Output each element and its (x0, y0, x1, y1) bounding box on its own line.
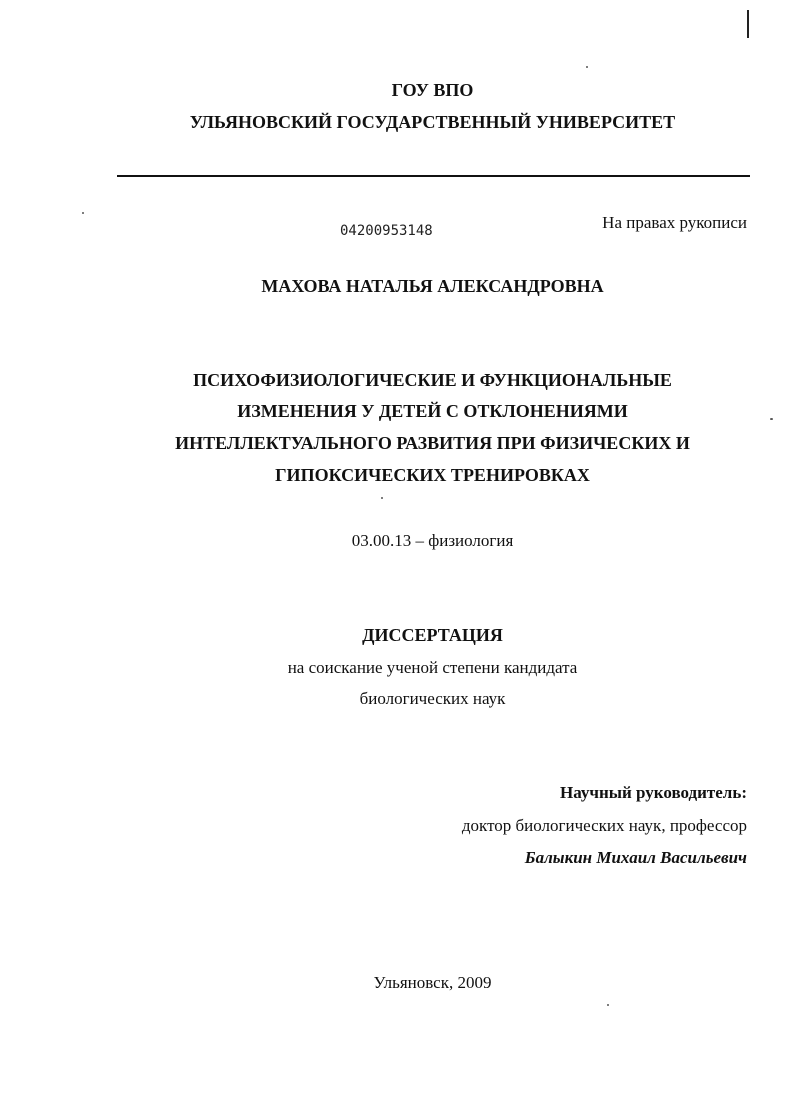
scan-edge-mark (747, 10, 749, 38)
header-divider (117, 175, 750, 177)
place-year: Ульяновск, 2009 (373, 973, 492, 992)
manuscript-note: На правах рукописи (602, 213, 747, 232)
title-line: ГИПОКСИЧЕСКИХ ТРЕНИРОВКАХ (275, 465, 590, 485)
org-line-2: УЛЬЯНОВСКИЙ ГОСУДАРСТВЕННЫЙ УНИВЕРСИТЕТ (189, 112, 676, 132)
scan-speck (82, 212, 84, 214)
author-name: МАХОВА НАТАЛЬЯ АЛЕКСАНДРОВНА (261, 276, 604, 296)
degree-line-1: на соискание ученой степени кандидата (287, 658, 578, 677)
scan-speck (607, 1004, 609, 1006)
scan-speck (381, 497, 383, 499)
supervisor-degree: доктор биологических наук, профессор (461, 816, 747, 835)
registry-number: 04200953148 (340, 223, 433, 239)
scan-speck (586, 66, 588, 68)
title-line: ПСИХОФИЗИОЛОГИЧЕСКИЕ И ФУНКЦИОНАЛЬНЫЕ (193, 370, 672, 390)
dissertation-heading: ДИССЕРТАЦИЯ (362, 625, 503, 645)
org-line-1: ГОУ ВПО (391, 80, 474, 100)
scan-speck (770, 418, 773, 420)
title-line: ИНТЕЛЛЕКТУАЛЬНОГО РАЗВИТИЯ ПРИ ФИЗИЧЕСКИХ И (175, 433, 690, 453)
supervisor-name: Балыкин Михаил Васильевич (524, 848, 747, 867)
title-line: ИЗМЕНЕНИЯ У ДЕТЕЙ С ОТКЛОНЕНИЯМИ (237, 401, 628, 421)
supervisor-label: Научный руководитель: (560, 783, 747, 802)
specialty-code: 03.00.13 – физиология (351, 531, 514, 550)
degree-line-2: биологических наук (359, 689, 506, 708)
